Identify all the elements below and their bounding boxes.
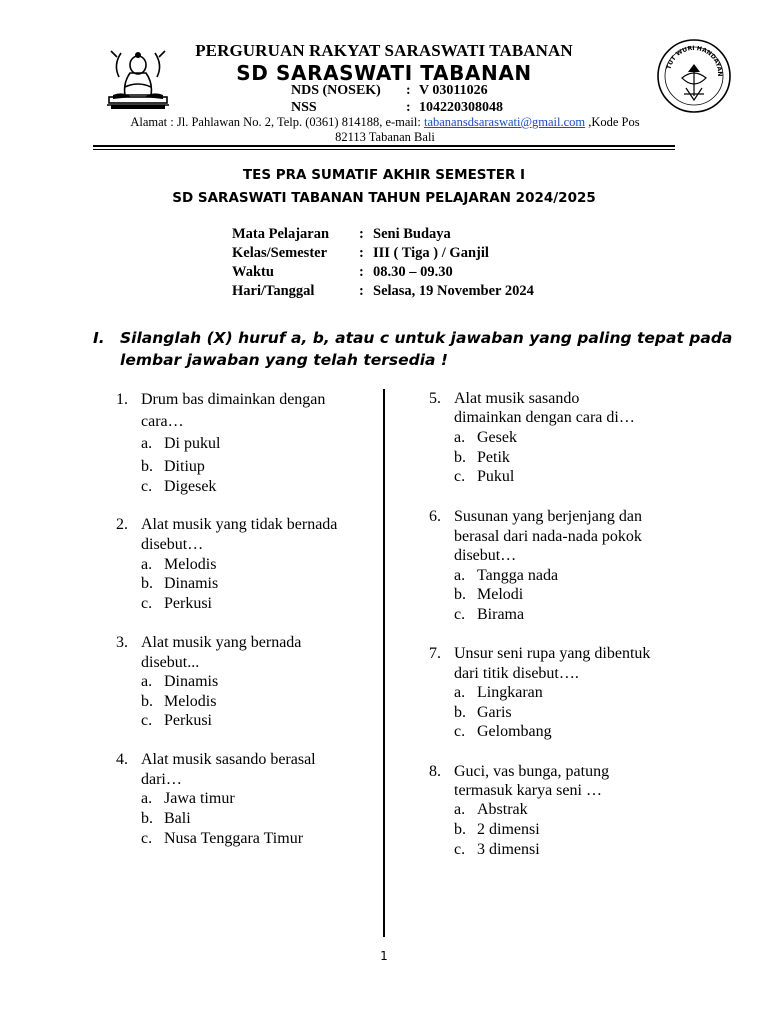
question-stem: dimainkan dengan cara di…	[454, 409, 635, 426]
nss-label: NSS	[291, 100, 317, 115]
option-b[interactable]: b. Petik	[454, 449, 510, 466]
question-number: 3.	[116, 634, 128, 651]
question-number: 8.	[429, 763, 441, 780]
option-c[interactable]: c. Pukul	[454, 468, 515, 485]
question-stem: Alat musik yang bernada	[141, 634, 302, 651]
question-number: 1.	[116, 391, 128, 408]
option-c[interactable]: c. Perkusi	[141, 712, 212, 729]
email-link[interactable]: tabanansdsaraswati@gmail.com	[423, 115, 586, 129]
info-label-subject: Mata Pelajaran	[232, 226, 330, 242]
question-number: 7.	[429, 645, 441, 662]
option-b[interactable]: b. 2 dimensi	[454, 821, 540, 838]
question-stem: dari…	[141, 771, 182, 788]
address-suffix: ,Kode Pos	[585, 115, 640, 129]
question-stem: dari titik disebut….	[454, 665, 579, 682]
exam-subtitle: SD SARASWATI TABANAN TAHUN PELAJARAN 2024/2025	[172, 190, 596, 206]
address-line-1	[100, 115, 670, 130]
section-instruction-line-2: lembar jawaban yang telah tersedia !	[120, 351, 448, 369]
nds-label: NDS (NOSEK)	[291, 83, 381, 98]
option-a[interactable]: a. Tangga nada	[454, 567, 559, 584]
question-stem: disebut…	[141, 536, 204, 553]
question-7	[429, 644, 709, 744]
info-label-date: Hari/Tanggal	[232, 283, 315, 299]
option-b[interactable]: b. Garis	[454, 704, 512, 721]
info-label-class: Kelas/Semester	[232, 245, 328, 261]
question-8	[429, 762, 709, 862]
question-5	[429, 389, 709, 489]
exam-info	[232, 226, 592, 302]
organization-name: PERGURUAN RAKYAT SARASWATI TABANAN	[195, 41, 573, 60]
option-b[interactable]: b. Melodi	[454, 586, 524, 603]
option-c[interactable]: c. Gelombang	[454, 723, 552, 740]
info-value-time: 08.30 – 09.30	[373, 264, 453, 280]
question-number: 5.	[429, 390, 441, 407]
question-6	[429, 507, 709, 627]
info-value-class: III ( Tiga ) / Ganjil	[373, 245, 489, 261]
option-b[interactable]: b. Dinamis	[141, 575, 219, 592]
info-label-time: Waktu	[232, 264, 274, 280]
option-a[interactable]: a. Dinamis	[141, 673, 219, 690]
question-stem: termasuk karya seni …	[454, 782, 602, 799]
info-value-subject: Seni Budaya	[373, 226, 451, 242]
address-line-2: 82113 Tabanan Bali	[335, 130, 435, 144]
option-b[interactable]: b. Bali	[141, 810, 191, 827]
question-stem: berasal dari nada-nada pokok	[454, 528, 642, 545]
question-number: 4.	[116, 751, 128, 768]
nds-colon: :	[406, 83, 411, 98]
question-stem: Alat musik yang tidak bernada	[141, 516, 338, 533]
svg-text:TUT WURI HANDAYANI: TUT WURI HANDAYAN	[665, 44, 724, 77]
info-colon-class: :	[359, 245, 364, 261]
option-a[interactable]: a. Gesek	[454, 429, 517, 446]
info-colon-subject: :	[359, 226, 364, 242]
question-stem: Drum bas dimainkan dengan	[141, 391, 326, 408]
question-stem: Alat musik sasando berasal	[141, 751, 316, 768]
question-4	[116, 750, 376, 850]
question-1	[116, 390, 376, 500]
option-c[interactable]: c. Birama	[454, 606, 525, 623]
address-prefix: Alamat : Jl. Pahlawan No. 2, Telp. (0361) 814188, e-mail:	[130, 115, 424, 129]
question-stem: Susunan yang berjenjang dan	[454, 508, 642, 525]
option-b[interactable]: b. Melodis	[141, 693, 217, 710]
question-stem: Unsur seni rupa yang dibentuk	[454, 645, 651, 662]
section-number: I.	[93, 329, 105, 347]
question-number: 6.	[429, 508, 441, 525]
nds-row	[291, 83, 551, 101]
nss-colon: :	[406, 100, 411, 115]
option-c[interactable]: c. Nusa Tenggara Timur	[141, 830, 304, 847]
option-a[interactable]: a. Melodis	[141, 556, 217, 573]
school-name: SD SARASWATI TABANAN	[236, 61, 532, 85]
section-instruction-line-1: Silanglah (X) huruf a, b, atau c untuk jawaban yang paling tepat pada	[120, 329, 733, 347]
question-stem: Guci, vas bunga, patung	[454, 763, 610, 780]
address	[100, 115, 670, 145]
exam-title: TES PRA SUMATIF AKHIR SEMESTER I	[242, 167, 526, 183]
question-stem: Alat musik sasando	[454, 390, 580, 407]
nds-value: V 03011026	[419, 83, 488, 98]
nss-value: 104220308048	[419, 100, 503, 115]
page-number: 1	[380, 949, 388, 963]
info-colon-time: :	[359, 264, 364, 280]
option-a[interactable]: a. Lingkaran	[454, 684, 543, 701]
option-a[interactable]: a. Jawa timur	[141, 790, 235, 807]
info-value-date: Selasa, 19 November 2024	[373, 283, 534, 299]
question-3	[116, 633, 376, 733]
question-stem: disebut...	[141, 654, 200, 671]
header-rule-thick	[93, 145, 675, 147]
column-divider	[383, 389, 385, 937]
question-2	[116, 515, 376, 615]
option-b[interactable]: b. Ditiup	[141, 458, 205, 475]
info-colon-date: :	[359, 283, 364, 299]
header-rule-thin	[93, 149, 675, 150]
option-a[interactable]: a. Abstrak	[454, 801, 528, 818]
option-a[interactable]: a. Di pukul	[141, 435, 221, 452]
question-stem: disebut…	[454, 547, 517, 564]
option-c[interactable]: c. Perkusi	[141, 595, 212, 612]
question-number: 2.	[116, 516, 128, 533]
option-c[interactable]: c. 3 dimensi	[454, 841, 540, 858]
option-c[interactable]: c. Digesek	[141, 478, 217, 495]
question-stem: cara…	[141, 413, 184, 430]
